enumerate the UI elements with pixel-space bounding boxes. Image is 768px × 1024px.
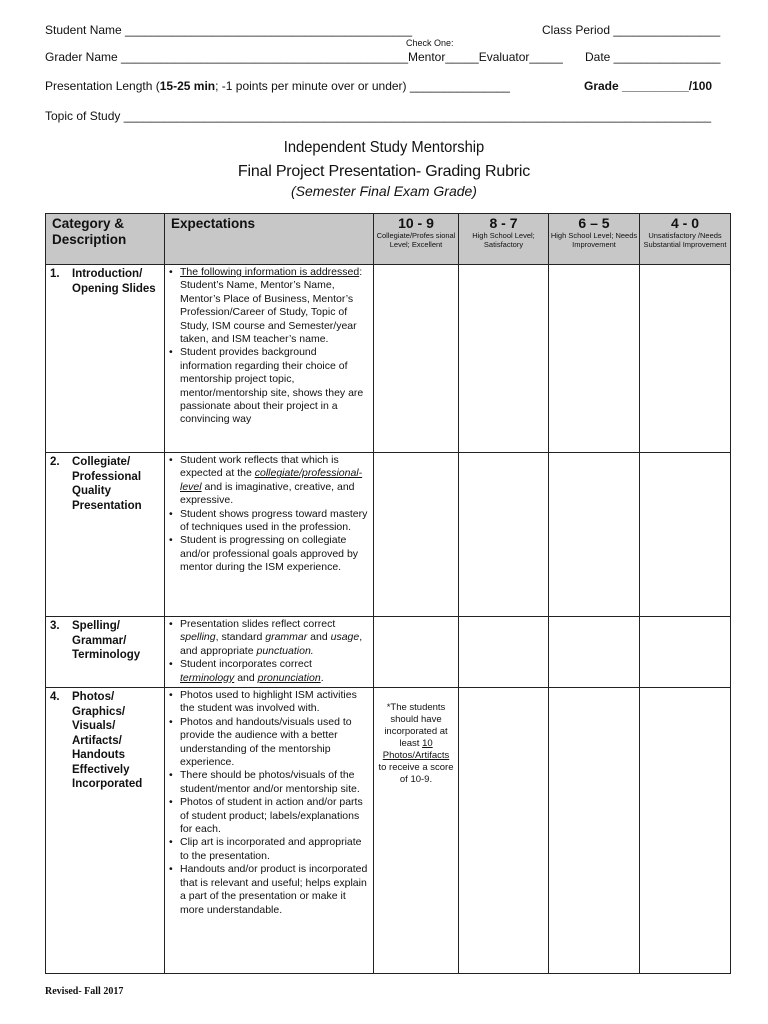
expectation-text: Presentation slides reflect correct <box>180 618 336 630</box>
score-cell-6-5[interactable] <box>549 617 640 688</box>
category-label: Photos/ Graphics/ Visuals/ Artifacts/ Handouts Effectively Incorporated <box>72 691 143 790</box>
requirement-item: Photos/Artifacts <box>382 750 450 761</box>
score-cell-10-9[interactable] <box>374 265 459 453</box>
score-range: 4 - 0 <box>670 215 699 231</box>
expectation-item <box>168 266 369 346</box>
rubric-subtitle: (Semester Final Exam Grade) <box>291 183 477 199</box>
category-label: Collegiate/ Professional Quality Presentation <box>72 456 142 512</box>
category-cell <box>46 617 165 688</box>
check-one-label: Check One: <box>406 38 454 48</box>
score-cell-6-5[interactable] <box>549 265 640 453</box>
category-cell <box>46 688 165 974</box>
category-cell <box>46 453 165 617</box>
expectation-item <box>168 618 369 658</box>
table-row <box>46 453 731 617</box>
expectation-underlined: The following information is addressed <box>180 266 360 278</box>
expectation-text: , standard <box>215 631 266 644</box>
score-cell-8-7[interactable] <box>459 617 549 688</box>
topic-of-study-field[interactable]: Topic of Study ________________________________________________________________________________________ <box>45 109 712 123</box>
header-expectations: Expectations <box>165 214 374 265</box>
table-row <box>46 617 731 688</box>
expectation-emphasis: grammar <box>265 631 308 644</box>
expectations-cell <box>165 453 374 617</box>
header-category: Category & Description <box>46 214 165 265</box>
category-number: 4. <box>50 691 60 703</box>
length-minutes: 15-25 min <box>159 79 216 93</box>
score-description: Unsatisfactory /Needs Substantial Improvement <box>643 231 727 249</box>
revision-footer: Revised- Fall 2017 <box>45 986 124 997</box>
expectation-text: . <box>320 671 324 684</box>
expectation-emphasis: terminology <box>180 671 235 684</box>
expectation-text: Student incorporates correct <box>180 658 312 671</box>
score-cell-6-5[interactable] <box>549 688 640 974</box>
score-range: 10 - 9 <box>398 215 434 231</box>
length-suffix: ; -1 points per minute over or under) _______________ <box>215 79 510 93</box>
expectation-text: : Student’s Name, Mentor’s Name, Mentor’s Place of Business, Mentor’s Profession/Career of Study, Topic of Study, ISM course and Semester/year taken, and ISM teacher’s name. <box>180 266 363 346</box>
header-score-6-5 <box>549 214 640 265</box>
student-name-field[interactable]: Student Name ___________________________________________ <box>45 23 413 37</box>
score-cell-4-0[interactable] <box>640 617 731 688</box>
class-period-field[interactable]: Class Period ________________ <box>542 23 721 37</box>
score-cell-8-7[interactable] <box>459 688 549 974</box>
score-cell-10-9[interactable] <box>374 688 459 974</box>
header-score-8-7 <box>459 214 549 265</box>
expectation-item: • Handouts and/or product is incorporated that is relevant and useful; helps explain a part of the presentation or make it more understandable. <box>168 863 369 917</box>
expectation-text: and <box>307 631 331 644</box>
category-label: Introduction/ Opening Slides <box>72 268 156 295</box>
expectation-text: and is imaginative, creative, and expressive. <box>180 480 355 507</box>
grader-name-field[interactable]: Grader Name ___________________________________________Mentor_____Evaluator_____ <box>45 50 563 64</box>
score-cell-10-9[interactable] <box>374 453 459 617</box>
expectation-item: • Student shows progress toward mastery of techniques used in the profession. <box>168 508 369 535</box>
score-cell-6-5[interactable] <box>549 453 640 617</box>
expectations-cell <box>165 265 374 453</box>
requirement-note: *The students should have incorporated at least <box>384 702 448 749</box>
rubric-title: Final Project Presentation- Grading Rubric <box>237 163 531 180</box>
score-cell-8-7[interactable] <box>459 265 549 453</box>
score-description: Collegiate/Profes sional Level; Excellent <box>376 231 456 249</box>
score-cell-10-9[interactable] <box>374 617 459 688</box>
expectation-emphasis: usage <box>330 631 360 644</box>
table-row <box>46 265 731 453</box>
requirement-note-end: to receive a score of 10-9. <box>378 762 454 785</box>
length-prefix: Presentation Length ( <box>45 79 160 93</box>
score-range: 6 – 5 <box>578 215 610 231</box>
requirement-count: 10 <box>422 738 433 749</box>
expectation-text: Student work reflects that which is expected at the <box>180 454 339 480</box>
score-description: High School Level; Satisfactory <box>472 231 535 249</box>
header-score-4-0 <box>640 214 731 265</box>
score-cell-4-0[interactable] <box>640 265 731 453</box>
score-range: 8 - 7 <box>489 215 518 231</box>
score-description: High School Level; Needs Improvement <box>550 231 638 249</box>
expectation-emphasis: pronunciation <box>257 671 321 684</box>
expectation-emphasis: spelling <box>180 631 216 644</box>
date-field[interactable]: Date ________________ <box>585 50 721 64</box>
score-cell-8-7[interactable] <box>459 453 549 617</box>
expectation-item: • Photos and handouts/visuals used to provide the audience with a better understanding of the mentorship experience. <box>168 716 369 770</box>
score-cell-4-0[interactable] <box>640 688 731 974</box>
category-number: 3. <box>50 620 60 632</box>
expectation-text: , and appropriate <box>180 631 363 657</box>
expectation-item <box>168 658 369 685</box>
category-cell <box>46 265 165 453</box>
category-number: 2. <box>50 456 60 468</box>
category-number: 1. <box>50 268 60 280</box>
presentation-length-field[interactable] <box>45 79 510 93</box>
expectation-item: • Clip art is incorporated and appropriate to the presentation. <box>168 836 369 863</box>
score-cell-4-0[interactable] <box>640 453 731 617</box>
expectation-emphasis: collegiate/professional-level <box>180 467 363 493</box>
expectation-emphasis: punctuation. <box>256 644 314 657</box>
table-header-row <box>46 214 731 265</box>
table-row <box>46 688 731 974</box>
category-label: Spelling/ Grammar/ Terminology <box>72 620 141 661</box>
expectation-text: and <box>234 671 258 684</box>
expectation-item: • Student is progressing on collegiate and/or professional goals approved by mentor during the ISM experience. <box>168 534 369 574</box>
expectations-cell <box>165 617 374 688</box>
expectation-item: • Student provides background information regarding their choice of mentorship project topic, mentor/mentorship site, shows they are passionate about their project in a convincing way <box>168 346 369 426</box>
document-title: Independent Study Mentorship <box>283 139 485 156</box>
grading-rubric-table <box>45 213 731 974</box>
expectation-item: • Photos used to highlight ISM activities the student was involved with. <box>168 689 369 716</box>
expectation-item: • Photos of student in action and/or parts of student product; labels/explanations for each. <box>168 796 369 836</box>
expectation-item: • There should be photos/visuals of the student/mentor and/or mentorship site. <box>168 769 369 796</box>
grade-field[interactable]: Grade __________/100 <box>584 79 713 93</box>
header-score-10-9 <box>374 214 459 265</box>
expectation-item <box>168 454 369 508</box>
expectations-cell <box>165 688 374 974</box>
